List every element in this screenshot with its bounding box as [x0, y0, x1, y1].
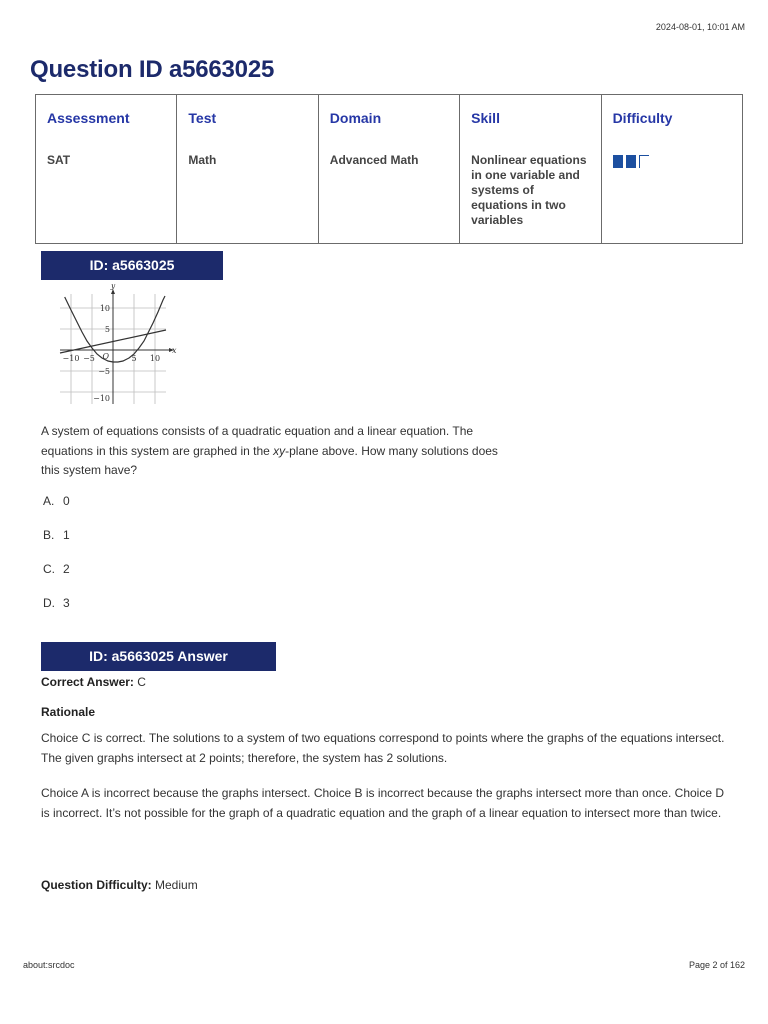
header-domain: Domain: [318, 95, 459, 145]
x-tick-label: −5: [83, 354, 95, 363]
choice-text: 1: [63, 528, 70, 542]
choice-a[interactable]: [43, 493, 70, 527]
origin-label: O: [102, 352, 109, 361]
y-tick-label: −5: [98, 367, 110, 376]
rationale-paragraph: Choice A is incorrect because the graphs intersect. Choice B is incorrect because the graphs intersect more than once. Choice D is incorrect. It’s not possible for the graph of a quadratic equation and the graph of a linear equation to intersect more than twice.: [41, 786, 725, 820]
rationale-paragraph: Choice C is correct. The solutions to a system of two equations correspond to points where the graphs of the equations intersect. The given graphs intersect at 2 points; therefore, the system has 2 solutions.: [41, 731, 725, 765]
y-tick-label: 5: [104, 325, 110, 334]
value-assessment: SAT: [36, 145, 177, 244]
correct-answer-value: C: [137, 675, 146, 689]
value-difficulty: [601, 145, 742, 244]
choice-text: 2: [63, 562, 70, 576]
difficulty-bar-empty: [639, 155, 649, 168]
footer-url: about:srcdoc: [23, 960, 75, 970]
y-tick-label: −10: [93, 394, 110, 403]
correct-answer: [41, 675, 146, 689]
x-axis-label: x: [172, 346, 177, 355]
question-difficulty: [41, 878, 198, 892]
header-assessment: Assessment: [36, 95, 177, 145]
question-text: [41, 422, 501, 481]
question-difficulty-label: Question Difficulty:: [41, 878, 152, 892]
value-test: Math: [177, 145, 318, 244]
value-skill: Nonlinear equations in one variable and systems of equations in two variables: [460, 145, 601, 244]
y-axis-label: y: [110, 284, 116, 290]
choice-letter: D.: [43, 596, 55, 610]
question-text-italic: xy: [273, 443, 286, 458]
x-tick-label: 10: [149, 354, 161, 363]
y-tick-label: 10: [99, 304, 110, 313]
graph-axes: [60, 289, 174, 404]
choice-b[interactable]: [43, 527, 70, 561]
correct-answer-label: Correct Answer:: [41, 675, 134, 689]
print-timestamp: 2024-08-01, 10:01 AM: [655, 22, 745, 32]
answer-choices: [43, 493, 70, 629]
choice-d[interactable]: [43, 595, 70, 629]
system-graph: [58, 284, 178, 408]
choice-text: 0: [63, 494, 70, 508]
header-skill: Skill: [460, 95, 601, 145]
question-metadata-table: [35, 94, 743, 244]
choice-letter: A.: [43, 494, 55, 508]
value-domain: Advanced Math: [318, 145, 459, 244]
choice-text: 3: [63, 596, 70, 610]
difficulty-bars-icon: [613, 155, 649, 168]
x-tick-label: −10: [62, 354, 80, 363]
answer-id-banner: ID: a5663025 Answer: [41, 642, 276, 671]
page-title: Question ID a5663025: [30, 56, 275, 83]
difficulty-bar-filled: [626, 155, 636, 168]
question-id-banner: ID: a5663025: [41, 251, 223, 280]
question-text-part: A system of equations consists of a quadratic equation and a linear equation. The equations in this system are graphed in the: [41, 424, 474, 458]
question-difficulty-value: Medium: [155, 878, 198, 892]
choice-letter: C.: [43, 562, 55, 576]
choice-letter: B.: [43, 528, 55, 542]
choice-c[interactable]: [43, 561, 70, 595]
question-text-part: -plane above. How many solutions does this system have?: [41, 443, 498, 477]
footer-page-number: Page 2 of 162: [688, 960, 745, 970]
difficulty-bar-filled: [613, 155, 623, 168]
rationale-heading: Rationale: [41, 705, 96, 719]
header-difficulty: Difficulty: [601, 95, 742, 145]
header-test: Test: [177, 95, 318, 145]
x-tick-label: 5: [131, 354, 137, 363]
